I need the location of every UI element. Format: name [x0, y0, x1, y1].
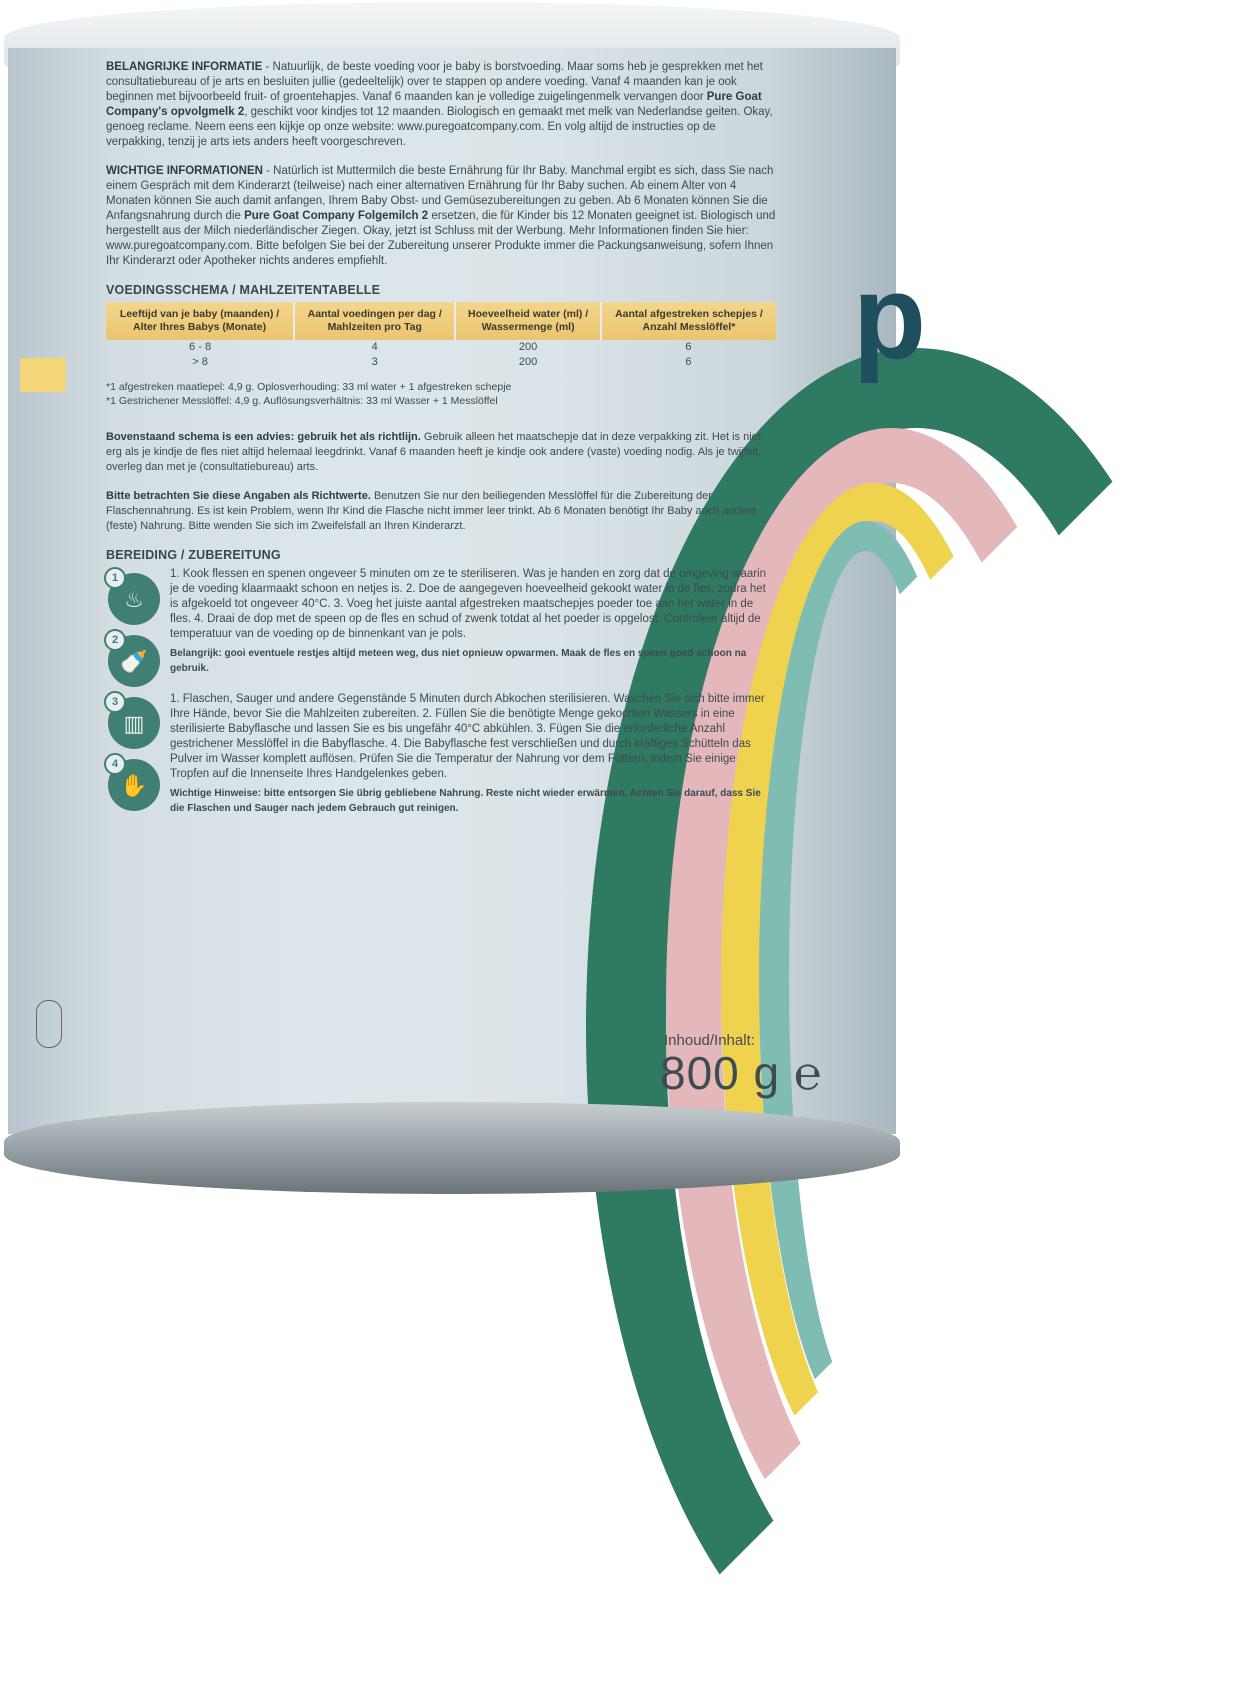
net-weight: 800 g ℮ [660, 1047, 823, 1099]
can-base [4, 1102, 900, 1194]
sterilize-icon: 1 ♨ [108, 573, 160, 625]
table-header-row [106, 302, 776, 340]
contents-label: Inhoud/Inhalt: [664, 1032, 755, 1049]
scoop-powder-icon: 3 ▥ [108, 697, 160, 749]
brand-logo-partial: p [852, 250, 926, 384]
table-row: > 8 3 200 6 [192, 356, 692, 368]
col-scoops: Aantal afgestreken schepjes / Anzahl Messlöffel* [601, 302, 776, 340]
col-water: Hoeveelheid water (ml) / Wassermenge (ml) [455, 302, 601, 340]
steps-de: 1. Flaschen, Sauger und andere Gegenstände 5 Minuten durch Abkochen sterilisieren. Waschen Sie sich bitte immer Ihre Hände, bevor Sie die Mahlzeiten zubereiten. 2. Füllen Sie die benötigte Menge gekochten Wassers in eine sterilisierte Babyflasche und lassen Sie es bis ungefähr 40°C abkühlen. 3. Fügen Sie die erforderliche Anzahl gestrichener Messlöffel in die Babyflasche. 4. Die Babyflasche fest verschließen und durch kräftiges Schütteln das Pulver im Wasser komplett auflösen. Prüfen Sie die Temperatur der Nahrung vor dem Füttern, indem Sie einige Tropfen auf die Innenseite Ihres Handgelenkes geben. [170, 693, 765, 780]
label-text [106, 60, 776, 830]
warning-de: Wichtige Hinweise: bitte entsorgen Sie übrig gebliebene Nahrung. Reste nicht wieder erwärmen. Achten Sie darauf, dass Sie die Flaschen und Sauger nach jedem Gebrauch gut reinigen. [170, 788, 761, 814]
footnote: *1 afgestreken maatlepel: 4,9 g. Oplosverhouding: 33 ml water + 1 afgestreken schepje *1 Gestrichener Messlöffel: 4,9 g. Auflösungsverhältnis: 33 ml Wasser + 1 Messlöffel [106, 381, 512, 407]
shake-bottle-icon: 4 ✋ [108, 759, 160, 811]
side-panel-partial [8, 288, 72, 1068]
preparation-title: BEREIDING / ZUBEREITUNG [106, 548, 281, 562]
advice-de: Bitte betrachten Sie diese Angaben als Richtwerte. Benutzen Sie nur den beiliegenden Messlöffel für die Zubereitung der Flaschennahrung. Es ist kein Problem, wenn Ihr Kind die Flasche nicht immer leer trinkt. Ab 6 Monaten benötigt Ihr Baby auch andere (feste) Nahrung. Bitte wenden Sie sich im Zweifelsfall an Ihren Kinderarzt. [106, 490, 757, 532]
preparation-steps [106, 567, 776, 816]
table-row: 6 - 8 4 200 6 [189, 341, 692, 353]
recycling-mark [36, 1000, 62, 1048]
steps-nl: 1. Kook flessen en spenen ongeveer 5 minuten om ze te steriliseren. Was je handen en zorg dat de omgeving waarin je de voeding klaarmaakt schoon en netjes is. 2. Doe de aangegeven hoeveelheid gekookt water in de fles, zodra het is afgekoeld tot ongeveer 40°C. 3. Voeg het juiste aantal afgestreken maatschepjes poeder toe aan het water in de fles. 4. Draai de dop met de speen op de fles en schud of zwenk totdat al het poeder is opgelost. Controleer altijd de temperatuur van de voeding op de binnenkant van je pols. [170, 568, 767, 640]
side-table-header [20, 358, 66, 392]
bottle-water-icon: 2 🍼 [108, 635, 160, 687]
warning-nl: Belangrijk: gooi eventuele restjes altijd meteen weg, dus niet opnieuw opwarmen. Maak de fles en speen goed schoon na gebruik. [170, 648, 747, 674]
feeding-schedule-table [106, 302, 776, 370]
schema-title: VOEDINGSSCHEMA / MAHLZEITENTABELLE [106, 283, 381, 297]
info-nl: BELANGRIJKE INFORMATIE - Natuurlijk, de beste voeding voor je baby is borstvoeding. Maar soms heb je gesprekken met het consultatiebureau of je arts en besluiten jullie (gedeeltelijk) over te stappen op andere voeding. Vanaf 4 maanden kan je ook beginnen met bijvoorbeeld fruit- of groentehapjes. Vanaf 6 maanden kan je volledige zuigelingenmelk vervangen door Pure Goat Company's opvolgmelk 2, geschikt voor kindjes tot 12 maanden. Biologisch en gemaakt met melk van Nederlandse geiten. Okay, genoeg reclame. Neem eens een kijkje op onze website: www.puregoatcompany.com. En volg altijd de instructies op de verpakking, tenzij je arts iets anders heeft voorgeschreven. [106, 61, 773, 148]
step-icons [108, 573, 164, 821]
col-age: Leeftijd van je baby (maanden) / Alter Ihres Babys (Monate) [106, 302, 294, 340]
col-feedings: Aantal voedingen per dag / Mahlzeiten pro Tag [294, 302, 455, 340]
advice-nl: Bovenstaand schema is een advies: gebruik het als richtlijn. Gebruik alleen het maatschepje dat in deze verpakking zit. Het is niet erg als je kindje de fles niet altijd helemaal leegdrinkt. Vanaf 6 maanden heeft je kindje ook andere (vaste) voeding nodig. Als je twijfelt, overleg dan met je (consultatiebureau) arts. [106, 431, 762, 473]
info-de: WICHTIGE INFORMATIONEN - Natürlich ist Muttermilch die beste Ernährung für Ihr Baby. Manchmal ergibt es sich, dass Sie nach einem Gespräch mit dem Kinderarzt (teilweise) nach einer alternativen Ernährung für Ihr Baby suchen. Ab einem Alter von 4 Monaten können Sie auch damit anfangen, Ihrem Baby Obst- und Gemüsezubereitungen zu geben. Ab 6 Monaten können Sie die Anfangsnahrung durch die Pure Goat Company Folgemilch 2 ersetzen, die für Kinder bis 12 Monaten geeignet ist. Biologisch und hergestellt aus der Milch niederländischer Ziegen. Okay, jetzt ist Schluss mit der Werbung. Mehr Informationen finden Sie hier: www.puregoatcompany.com. Bitte befolgen Sie bei der Zubereitung unserer Produkte immer die Packungsanweisung, sofern Ihnen Ihr Kinderarzt oder Apotheker nichts anderes empfiehlt. [106, 165, 776, 267]
